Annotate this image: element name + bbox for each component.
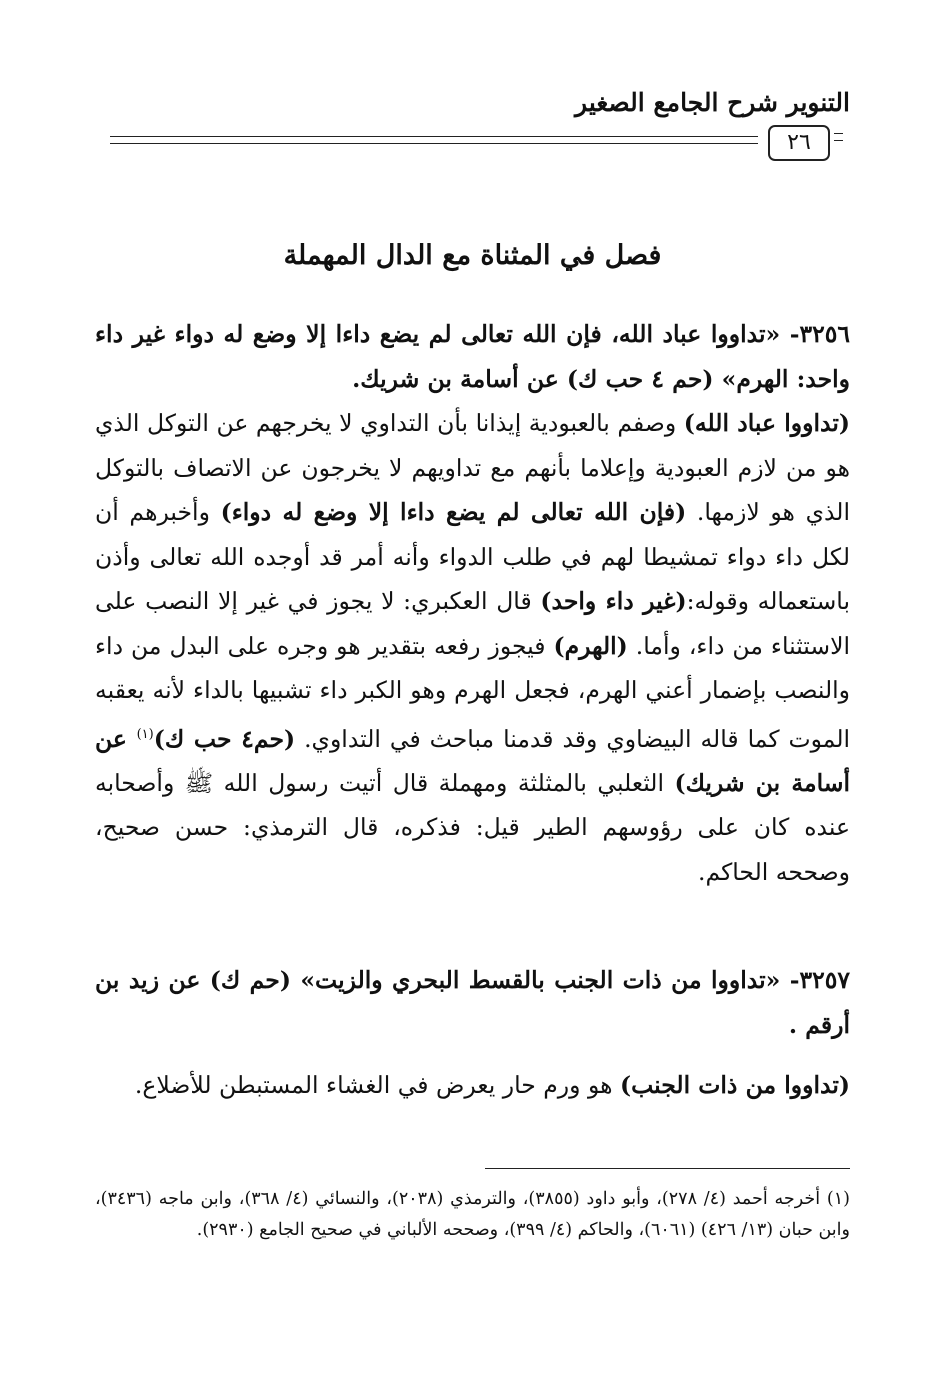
quoted-phrase: (تداووا من ذات الجنب) <box>619 1071 850 1099</box>
commentary-text: قال العكبري: لا يجوز في غير إلا النصب على الاستثناء من داء، وأما. <box>95 587 850 660</box>
page-number-bar-bottom <box>834 140 843 141</box>
commentary-text: وصفم بالعبودية إيذانا بأن التداوي لا يخرجهم عن التوكل الذي هو من لازم العبودية وإعلاما بأنهم مع تداويهم لا يخرجون عن الاتصاف بالتوكل الذي هو لازمها. <box>95 409 850 526</box>
hadith-3257: ٣٢٥٧- «تداووا من ذات الجنب بالقسط البحري والزيت» (حم ك) عن زيد بن أرقم . <box>95 966 850 1039</box>
commentary-text: فيجوز رفعه بتقدير هو وجره على البدل من داء والنصب بإضمار أعني الهرم، فجعل الهرم وهو الكبر داء تشبيها بالداء لأنه يعقبه الموت كما قاله البيضاوي وقد قدمنا مباحث في التداوي. <box>95 631 851 753</box>
quoted-phrase: (تداووا عباد الله) <box>683 409 851 437</box>
commentary-text: الثعلبي بالمثلثة ومهملة قال أتيت رسول الله ﷺ وأصحابه عنده كان على رؤوسهم الطير قيل: فذكره، قال الترمذي: حسن صحيح، وصححه الحاكم. <box>95 768 850 886</box>
footnote-marker: (١) <box>136 726 154 742</box>
narrator-name: عن أسامة بن شريك) <box>95 724 850 797</box>
quoted-phrase: (فإن الله تعالى لم يضع داءا إلا وضع له دواء) <box>220 498 687 526</box>
hadith-3256: ٣٢٥٦- «تداووا عباد الله، فإن الله تعالى لم يضع داءا إلا وضع له دواء غير داء واحد: الهرم» (حم ٤ حب ك) عن أسامة بن شريك. <box>95 320 850 393</box>
source-codes: (حم٤ حب ك) <box>153 724 296 753</box>
quoted-phrase: (الهرم) <box>553 631 628 660</box>
header-rule-bottom <box>110 143 758 144</box>
quoted-phrase: (غير داء واحد) <box>540 587 687 615</box>
header-rule-top <box>110 136 758 137</box>
page-number-bar-top <box>834 133 843 134</box>
page-number: ٢٦ <box>768 125 830 161</box>
commentary-text: وأخبرهم أن لكل داء دواء تمشيطا لهم في طلب الدواء وأنه أمر قد أوجده الله تعالى وأذن باستعماله وقوله: <box>95 498 850 615</box>
footnote-1: (١) أخرجه أحمد (٤/ ٢٧٨)، وأبو داود (٣٨٥٥)، والترمذي (٢٠٣٨)، والنسائي (٤/ ٣٦٨)، وابن ماجه (٣٤٣٦)، وابن حبان (١٣/ ٤٢٦) (٦٠٦١)، والحاكم (٤/ ٣٩٩)، وصححه الألباني في صحيح الجامع (٢٩٣٠). <box>95 1189 850 1240</box>
footnote-rule <box>485 1168 850 1169</box>
commentary-text: هو ورم حار يعرض في الغشاء المستبطن للأضلاع. <box>134 1071 620 1099</box>
running-title: التنوير شرح الجامع الصغير <box>575 88 850 117</box>
section-heading: فصل في المثناة مع الدال المهملة <box>283 240 662 271</box>
commentary-3256 <box>95 401 850 894</box>
commentary-3257 <box>95 1063 850 1108</box>
